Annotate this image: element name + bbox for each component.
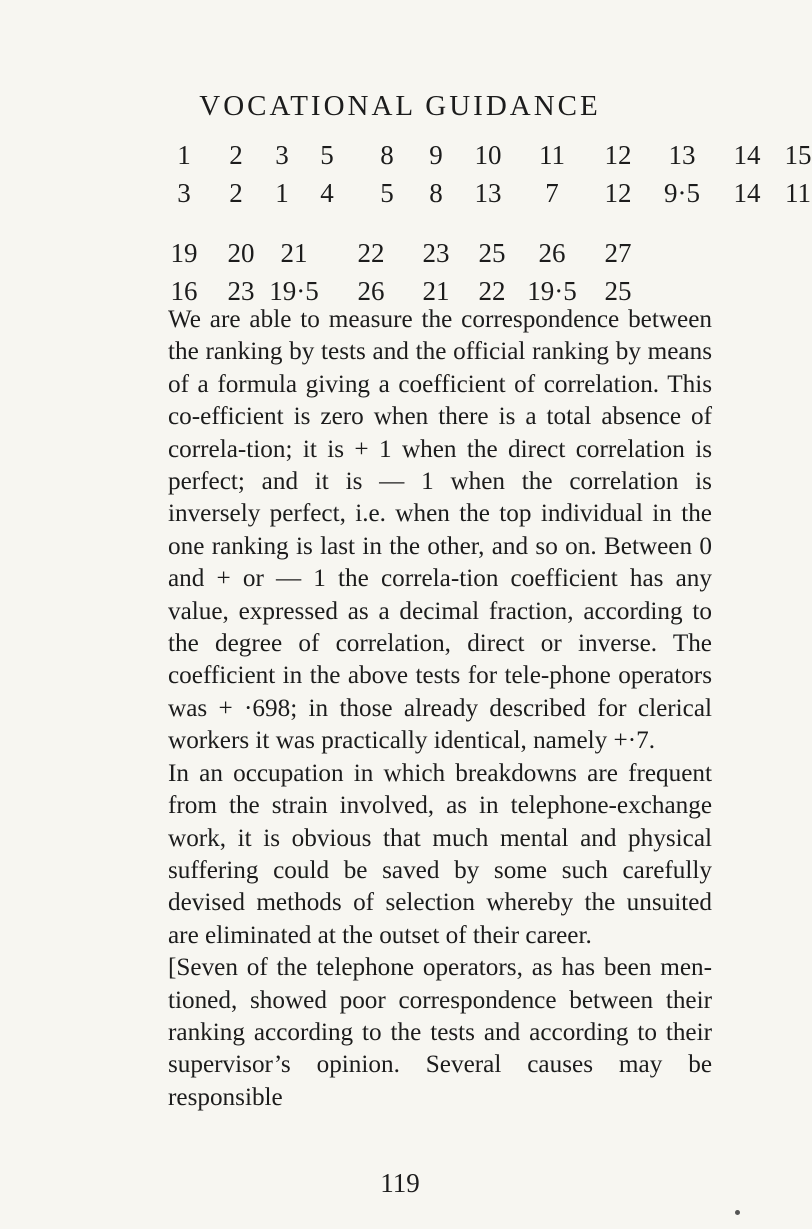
paragraph-occupation: In an occupation in which breakdowns are frequent from the strain involved, as in telephone-exchange work, it is obvious that much mental and physical suffering could be saved by some such carefully devised methods of selection whereby the unsuited are eliminated at the outset of their career. — [168, 759, 712, 949]
rank-cell: 13 — [474, 178, 502, 208]
rank-cell: 23 — [227, 276, 255, 306]
rank-cell: 25 — [478, 238, 506, 268]
rank-cell: 12 — [604, 178, 632, 208]
running-head: VOCATIONAL GUIDANCE — [199, 90, 601, 122]
rank-cell: 2 — [229, 178, 243, 208]
rank-cell: 10 — [474, 140, 502, 170]
rank-cell: 12 — [604, 140, 632, 170]
rank-cell: 22 — [357, 238, 385, 268]
rank-cell: 9·5 — [664, 178, 700, 208]
ranking-table-1 — [168, 140, 812, 216]
rank-cell: 5 — [380, 178, 394, 208]
rank-cell: 8 — [429, 178, 443, 208]
rank-cell: 25 — [604, 276, 632, 306]
rank-cell: 16 — [170, 276, 198, 306]
rank-cell: 4 — [320, 178, 334, 208]
paragraph-telephone-operators: [Seven of the telephone operators, as has been men-tioned, showed poor correspondence between their ranking according to the tests and according to their supervisor’s opinion. Several causes may be responsible — [168, 954, 712, 1111]
rank-cell: 15 — [784, 140, 812, 170]
rank-cell: 27 — [604, 238, 632, 268]
rank-cell: 21 — [280, 238, 308, 268]
rank-cell: 21 — [422, 276, 450, 306]
rank-cell: 7 — [545, 178, 559, 208]
rank-cell: 19·5 — [269, 276, 319, 306]
page-number: 119 — [380, 1168, 420, 1198]
rank-cell: 19·5 — [527, 276, 577, 306]
rank-cell: 9 — [429, 140, 443, 170]
rank-cell: 5 — [320, 140, 334, 170]
rank-cell: 26 — [357, 276, 385, 306]
official-rank-row — [168, 178, 811, 216]
rank-cell: 3 — [275, 140, 289, 170]
rank-cell: 23 — [422, 238, 450, 268]
rank-cell: 2 — [229, 140, 243, 170]
rank-cell: 11 — [785, 178, 811, 208]
paragraph-correlation: We are able to measure the correspondence between the ranking by tests and the official ranking by means of a formula giving a coefficient of correlation. This co-efficient is zero when there is a total absence of correla-tion; it is + 1 when the direct correlation is perfect; and it is — 1 when the correlation is inversely perfect, i.e. when the top individual in the one ranking is last in the other, and so on. Between 0 and + or — 1 the correla-tion coefficient has any value, expressed as a decimal fraction, according to the degree of correlation, direct or inverse. The coefficient in the above tests for tele-phone operators was + ·698; in those already described for clerical workers it was practically identical, namely +·7. — [168, 306, 712, 755]
rank-cell: 1 — [275, 178, 289, 208]
rank-by-tests-row — [168, 140, 812, 178]
rank-cell: 3 — [177, 178, 191, 208]
rank-cell: 14 — [733, 140, 761, 170]
rank-cell: 8 — [380, 140, 394, 170]
rank-cell: 11 — [539, 140, 565, 170]
rank-cell: 14 — [733, 178, 761, 208]
rank-cell: 19 — [170, 238, 198, 268]
rank-cell: 26 — [538, 238, 566, 268]
paper-speck — [735, 1210, 740, 1215]
rank-cell: 20 — [227, 238, 255, 268]
rank-cell: 22 — [478, 276, 506, 306]
ranking-table-2 — [168, 238, 728, 314]
body-text — [168, 304, 712, 1114]
rank-cell: 1 — [177, 140, 191, 170]
rank-by-tests-row — [168, 238, 728, 276]
rank-cell: 13 — [668, 140, 696, 170]
